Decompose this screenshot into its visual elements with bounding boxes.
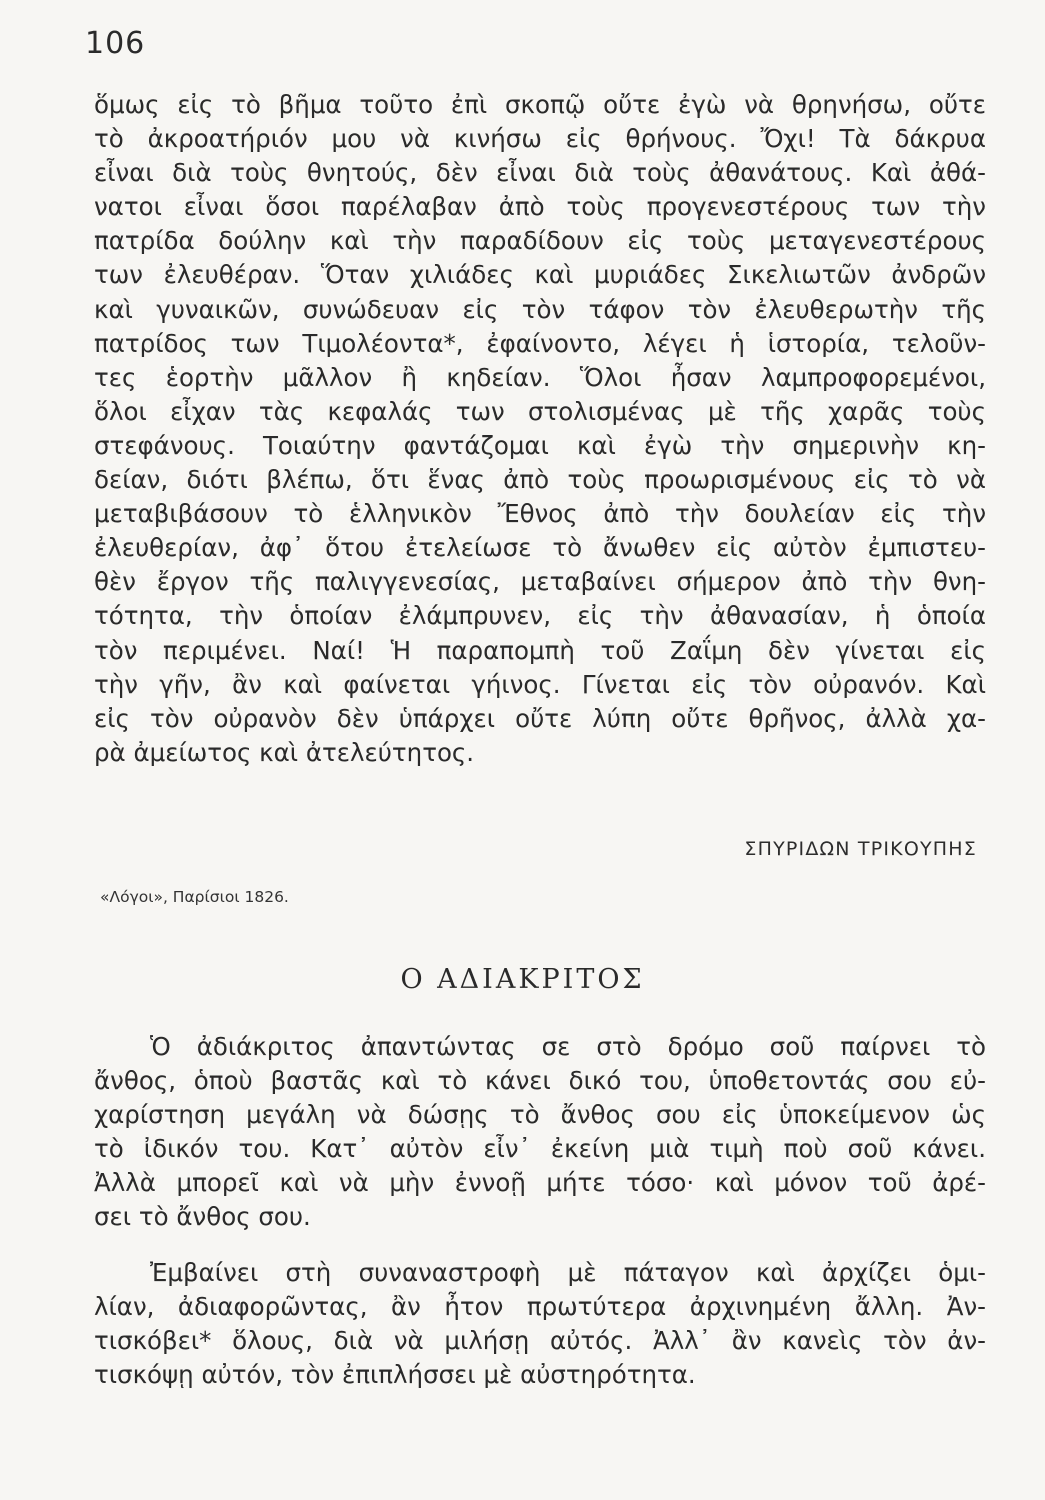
text-line: εἰς τὸν οὐρανὸν δὲν ὑπάρχει οὔτε λύπη οὔτε θρῆνος, ἀλλὰ χα- xyxy=(94,703,986,733)
text-line: τισκόψῃ αὐτόν, τὸν ἐπιπλήσσει μὲ αὐστηρότητα. xyxy=(94,1360,696,1390)
text-line: μεταβιβάσουν τὸ ἑλληνικὸν Ἔθνος ἀπὸ τὴν δουλείαν εἰς τὴν xyxy=(94,499,986,529)
speech-paragraph xyxy=(94,88,986,770)
text-line: τὸν περιμένει. Ναί! Ἡ παραπομπὴ τοῦ Ζαΐμη δὲν γίνεται εἰς xyxy=(94,635,986,665)
text-line: τισκόβει* ὅλους, διὰ νὰ μιλήσῃ αὐτός. Ἀλλ᾽ ἂν κανεὶς τὸν ἀν- xyxy=(94,1326,986,1356)
text-line: καὶ γυναικῶν, συνώδευαν εἰς τὸν τάφον τὸν ἐλευθερωτὴν τῆς xyxy=(94,294,986,324)
text-line: πατρίδα δούλην καὶ τὴν παραδίδουν εἰς τοὺς μεταγενεστέρους xyxy=(94,226,986,256)
text-line: των ἐλευθέραν. Ὅταν χιλιάδες καὶ μυριάδες Σικελιωτῶν ἀνδρῶν xyxy=(94,260,986,290)
text-line: Ὁ ἀδιάκριτος ἀπαντώντας σε στὸ δρόμο σοῦ παίρνει τὸ xyxy=(150,1032,986,1061)
text-line: ὅμως εἰς τὸ βῆμα τοῦτο ἐπὶ σκοπῷ οὔτε ἐγὼ νὰ θρηνήσω, οὔτε xyxy=(94,90,986,119)
text-line: τότητα, τὴν ὁποίαν ἐλάμπρυνεν, εἰς τὴν ἀθανασίαν, ἡ ὁποία xyxy=(94,601,986,631)
essay-paragraph xyxy=(94,1030,986,1235)
text-line: θὲν ἔργον τῆς παλιγγενεσίας, μεταβαίνει σήμερον ἀπὸ τὴν θνη- xyxy=(94,567,986,597)
text-line: τὸ ἀκροατήριόν μου νὰ κινήσω εἰς θρήνους. Ὄχι! Τὰ δάκρυα xyxy=(94,124,986,154)
text-line: ἐλευθερίαν, ἀφ᾽ ὅτου ἐτελείωσε τὸ ἄνωθεν εἰς αὐτὸν ἐμπιστευ- xyxy=(94,533,986,563)
text-line: σει τὸ ἄνθος σου. xyxy=(94,1202,311,1232)
text-line: εἶναι διὰ τοὺς θνητούς, δὲν εἶναι διὰ τοὺς ἀθανάτους. Καὶ ἀθά- xyxy=(94,158,986,188)
text-line: ἄνθος, ὁποὺ βαστᾶς καὶ τὸ κάνει δικό του, ὑποθετοντάς σου εὐ- xyxy=(94,1066,986,1096)
text-line: ὅλοι εἶχαν τὰς κεφαλάς των στολισμένας μὲ τῆς χαρᾶς τοὺς xyxy=(94,396,986,426)
text-line: Ἐμβαίνει στὴ συναναστροφὴ μὲ πάταγον καὶ ἀρχίζει ὁμι- xyxy=(150,1258,986,1287)
source-citation: «Λόγοι», Παρίσιοι 1826. xyxy=(100,888,289,906)
text-line: τὸ ἰδικόν του. Κατ᾽ αὐτὸν εἶν᾽ ἐκείνη μιὰ τιμὴ ποὺ σοῦ κάνει. xyxy=(94,1134,986,1164)
text-line: τὴν γῆν, ἂν καὶ φαίνεται γήινος. Γίνεται εἰς τὸν οὐρανόν. Καὶ xyxy=(94,669,986,699)
text-line: χαρίστηση μεγάλη νὰ δώσῃς τὸ ἄνθος σου εἰς ὑποκείμενον ὡς xyxy=(94,1100,986,1130)
text-line: δείαν, διότι βλέπω, ὅτι ἕνας ἀπὸ τοὺς προωρισμένους εἰς τὸ νὰ xyxy=(94,465,986,495)
section-title: Ο ΑΔΙΑΚΡΙΤΟΣ xyxy=(400,964,645,995)
essay-paragraph xyxy=(94,1256,986,1392)
text-line: πατρίδος των Τιμολέοντα*, ἐφαίνοντο, λέγει ἡ ἱστορία, τελοῦν- xyxy=(94,328,986,358)
author-signature: ΣΠΥΡΙΔΩΝ ΤΡΙΚΟΥΠΗΣ xyxy=(744,838,977,860)
text-line: νατοι εἶναι ὅσοι παρέλαβαν ἀπὸ τοὺς προγενεστέρους των τὴν xyxy=(94,192,986,222)
text-line: ρὰ ἀμείωτος καὶ ἀτελεύτητος. xyxy=(94,737,475,767)
text-line: λίαν, ἀδιαφορῶντας, ἂν ἦτον πρωτύτερα ἀρχινημένη ἄλλη. Ἀν- xyxy=(94,1292,986,1322)
text-line: Ἀλλὰ μπορεῖ καὶ νὰ μὴν ἐννοῇ μήτε τόσο· καὶ μόνον τοῦ ἀρέ- xyxy=(94,1168,986,1198)
page-number: 106 xyxy=(85,26,146,61)
text-line: στεφάνους. Τοιαύτην φαντάζομαι καὶ ἐγὼ τὴν σημερινὴν κη- xyxy=(94,430,986,460)
text-line: τες ἑορτὴν μᾶλλον ἢ κηδείαν. Ὅλοι ἦσαν λαμπροφορεμένοι, xyxy=(94,362,986,392)
